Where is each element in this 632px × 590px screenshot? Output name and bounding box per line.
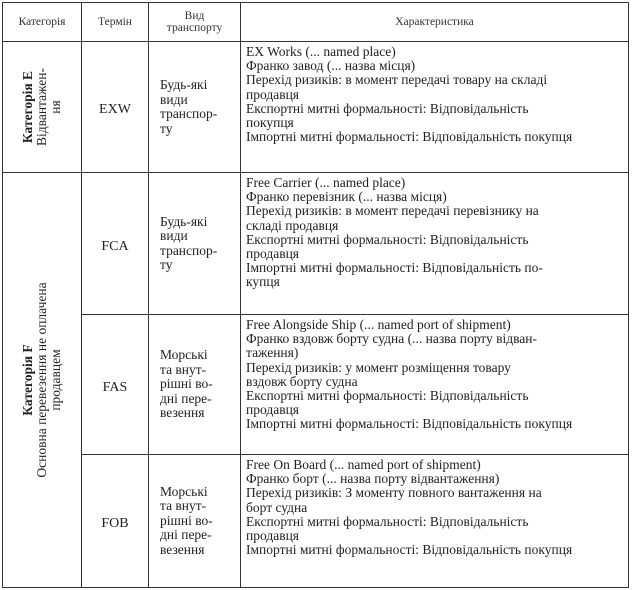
row-fas bbox=[3, 315, 629, 455]
characteristic-line: покупця bbox=[246, 115, 294, 131]
characteristic-line: Франко вздовж борту судна (... назва порту відван- bbox=[246, 331, 538, 347]
characteristic-line: Імпортні митні формальності: Відповідальність по- bbox=[246, 260, 543, 276]
transport-line: та внут- bbox=[160, 498, 207, 514]
characteristic-line: Експортні митні формальності: Відповідальність bbox=[246, 388, 529, 404]
header-transport bbox=[149, 3, 241, 42]
row-fca bbox=[3, 173, 629, 315]
header-characteristics: Характеристика bbox=[241, 3, 629, 42]
characteristic-line: продавця bbox=[246, 528, 300, 544]
characteristic-line: вздовж борту судна bbox=[246, 373, 358, 389]
characteristic-line: EX Works (... named place) bbox=[246, 44, 396, 59]
characteristics-cell bbox=[241, 315, 629, 455]
transport-cell bbox=[149, 455, 241, 588]
header-transport-line1: Вид bbox=[184, 10, 205, 22]
characteristic-line: Перехід ризиків: в момент передачі товару на складі bbox=[246, 72, 548, 88]
row-exw bbox=[3, 42, 629, 173]
category-f-subtitle-line2: продавцем bbox=[48, 349, 63, 411]
header-term: Термін bbox=[82, 3, 149, 42]
transport-line: види bbox=[160, 228, 188, 243]
characteristic-line: Перехід ризиків: у момент розміщення товару bbox=[246, 359, 511, 375]
characteristic-line: Free On Board (... named port of shipment) bbox=[246, 457, 481, 472]
transport-line: та внут- bbox=[160, 361, 207, 377]
term-cell: EXW bbox=[82, 42, 149, 173]
characteristic-line: складі продавця bbox=[246, 217, 339, 233]
characteristic-line: Експортні митні формальності: Відповідальність bbox=[246, 231, 529, 247]
characteristic-line: Free Carrier (... named place) bbox=[246, 175, 406, 190]
category-f-cell bbox=[3, 173, 82, 588]
transport-line: Будь-які bbox=[160, 213, 208, 229]
category-e-label bbox=[21, 68, 63, 146]
category-f-label bbox=[21, 282, 63, 477]
transport-line: види bbox=[160, 91, 188, 107]
term-cell: FCA bbox=[82, 173, 149, 315]
characteristic-line: Імпортні митні формальності: Відповідальність покупця bbox=[246, 416, 573, 432]
characteristic-line: таження) bbox=[246, 345, 299, 361]
transport-line: рішні во- bbox=[160, 376, 213, 392]
category-e-cell bbox=[3, 42, 82, 173]
transport-line: везення bbox=[160, 405, 205, 421]
transport-line: транспор- bbox=[160, 106, 218, 121]
characteristic-line: Франко завод (... назва місця) bbox=[246, 58, 416, 74]
characteristics-cell bbox=[241, 42, 629, 173]
transport-line: Морські bbox=[160, 347, 208, 363]
characteristic-line: Франко борт (... назва порту відвантаження) bbox=[246, 471, 500, 487]
incoterms-table bbox=[2, 2, 629, 588]
characteristic-line: продавця bbox=[246, 246, 300, 262]
category-e-subtitle-line1: Відвантажен- bbox=[34, 68, 49, 146]
transport-cell bbox=[149, 42, 241, 173]
characteristic-line: Free Alongside Ship (... named port of shipment) bbox=[246, 317, 511, 332]
transport-line: ту bbox=[160, 257, 173, 272]
transport-line: дні пере- bbox=[160, 527, 212, 543]
row-fob bbox=[3, 455, 629, 588]
header-transport-line2: транспорту bbox=[166, 22, 223, 34]
transport-line: Морські bbox=[160, 483, 208, 499]
header-row bbox=[3, 3, 629, 42]
transport-line: Будь-які bbox=[160, 77, 208, 92]
transport-line: транспор- bbox=[160, 242, 218, 258]
characteristic-line: Перехід ризиків: в момент передачі перевізнику на bbox=[246, 203, 539, 219]
category-f-subtitle-line1: Основна перевезення не оплачена bbox=[34, 282, 49, 478]
transport-cell bbox=[149, 315, 241, 455]
incoterms-document bbox=[2, 2, 628, 586]
characteristic-line: Експортні митні формальності: Відповідальність bbox=[246, 100, 529, 116]
characteristic-line: Імпортні митні формальності: Відповідальність покупця bbox=[246, 542, 573, 558]
characteristic-line: борт судна bbox=[246, 499, 308, 515]
characteristic-line: Експортні митні формальності: Відповідальність bbox=[246, 513, 529, 529]
term-cell: FOB bbox=[82, 455, 149, 588]
transport-line: дні пере- bbox=[160, 390, 212, 406]
transport-line: везення bbox=[160, 541, 205, 557]
category-e-title: Категорія Е bbox=[20, 70, 35, 144]
characteristic-line: купця bbox=[246, 274, 280, 290]
transport-line: рішні во- bbox=[160, 512, 213, 528]
transport-line: ту bbox=[160, 120, 173, 136]
characteristics-cell bbox=[241, 455, 629, 588]
characteristic-line: продавця bbox=[246, 402, 300, 418]
category-e-subtitle-line2: ня bbox=[48, 100, 63, 114]
characteristic-line: Франко перевізник (... назва місця) bbox=[246, 189, 447, 205]
header-category: Категорія bbox=[3, 3, 82, 42]
characteristics-cell bbox=[241, 173, 629, 315]
transport-cell bbox=[149, 173, 241, 315]
category-f-title: Категорія F bbox=[20, 344, 35, 416]
term-cell: FAS bbox=[82, 315, 149, 455]
characteristic-line: продавця bbox=[246, 86, 300, 102]
characteristic-line: Перехід ризиків: З моменту повного вантаження на bbox=[246, 485, 542, 501]
characteristic-line: Імпортні митні формальності: Відповідальність покупця bbox=[246, 129, 573, 145]
